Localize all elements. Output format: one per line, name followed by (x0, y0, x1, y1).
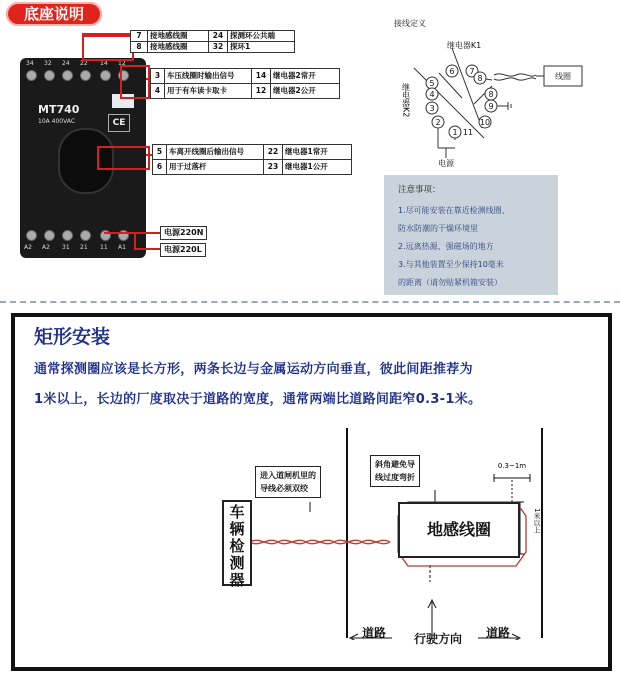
pin-label: 31 (62, 244, 70, 251)
pin-desc: 继电器2常开 (270, 69, 339, 83)
install-title: 矩形安装 (34, 326, 111, 348)
pin-label: A2 (24, 244, 32, 251)
screw-terminal (26, 70, 37, 81)
terminal-label: 11 (462, 128, 474, 137)
relay-k2-label: 继电器K2 (401, 83, 411, 118)
pin-label: 24 (62, 60, 70, 67)
section-divider (0, 301, 620, 303)
wiring-diagram (384, 28, 594, 170)
table-row (131, 31, 294, 41)
terminal-label: 2 (435, 118, 441, 127)
pin-number: 12 (251, 84, 270, 98)
pin-number: 7 (136, 31, 142, 40)
power-label: 电源 (438, 159, 454, 168)
relay-model: MT740 (38, 103, 80, 116)
pin-number: 14 (251, 69, 270, 83)
install-para-1: 通常探测圈应该是长方形，两条长边与金属运动方向垂直，彼此间距推荐为 (34, 362, 473, 377)
ce-mark: CE (108, 114, 130, 132)
vehicle-detector: 车辆检测器 (222, 500, 252, 586)
section-badge: 底座说明 (6, 2, 102, 26)
leader-line (134, 248, 160, 250)
wiring-title: 接线定义 (394, 19, 426, 28)
notes-box (384, 175, 558, 295)
note-line: 2.远离热源、强磁场的地方 (398, 242, 494, 251)
road-right-label: 道路 (486, 626, 511, 640)
pin-label: 22 (80, 60, 88, 67)
note-line: 1.尽可能安装在靠近检测线圈、 (398, 206, 510, 215)
pin-desc: 探测环公共端 (227, 31, 294, 41)
callout-line: 斜角避免导 (375, 460, 415, 469)
relay-rating: 10A 400VAC (38, 118, 76, 125)
screw-terminal (44, 70, 55, 81)
power-l-label: 电源220L (160, 243, 206, 257)
terminal-label: 10 (479, 118, 491, 127)
pin-label: 21 (80, 244, 88, 251)
pin-desc: 接地感线圈 (147, 42, 208, 52)
direction-label: 行驶方向 (414, 632, 463, 646)
screw-terminal (100, 70, 111, 81)
terminal-label: 4 (429, 90, 435, 99)
callout-line: 导线必须双绞 (260, 484, 308, 493)
pin-highlight (82, 35, 134, 61)
note-line: 3.与其他装置至少保持10毫米 (398, 260, 504, 269)
table-row (153, 145, 351, 159)
table-row (153, 159, 351, 174)
pin-number: 23 (263, 160, 282, 174)
pin-number: 22 (263, 145, 282, 159)
note-line: 防水防潮的干燥环境里 (398, 224, 478, 233)
pin-desc: 继电器1常开 (282, 145, 351, 159)
terminal-label: 3 (429, 104, 435, 113)
pin-desc: 车离开线圈后输出信号 (166, 145, 263, 159)
pin-table-top (130, 30, 295, 53)
screw-terminal (44, 230, 55, 241)
pin-desc: 继电器1公开 (282, 160, 351, 174)
pin-desc: 继电器2公开 (270, 84, 339, 98)
gap-label: 0.3~1m (497, 462, 527, 470)
pin-desc: 用于过落杆 (166, 160, 263, 174)
pin-number: 32 (208, 42, 227, 52)
pin-highlight (120, 65, 150, 99)
pin-desc: 车压线圈时输出信号 (164, 69, 251, 83)
pin-table-mid (150, 68, 340, 99)
pin-label: 12 (118, 60, 126, 67)
screw-terminal (26, 230, 37, 241)
pin-label: 11 (100, 244, 108, 251)
road-left-label: 道路 (362, 626, 387, 640)
pin-label: 14 (100, 60, 108, 67)
leader-line (104, 232, 134, 234)
pin-number: 6 (156, 162, 163, 171)
pin-highlight (97, 146, 150, 170)
install-para-2: 1米以上，长边的厂度取决于道路的宽度，通常两端比道路间距窄0.3-1米。 (34, 392, 482, 407)
relay-k1-label: 继电器K1 (446, 41, 482, 50)
note-line: 的距离（请勿贴紧机箱安装） (398, 278, 502, 287)
table-row (131, 41, 294, 52)
pin-label: 32 (44, 60, 52, 67)
pin-number: 24 (208, 31, 227, 41)
callout-line: 线过度弯折 (375, 473, 415, 482)
callout-line: 进入道闸机里的 (260, 471, 316, 480)
screw-terminal (62, 70, 73, 81)
pin-label: A1 (118, 244, 126, 251)
ground-loop: 地感线圈 (398, 502, 520, 558)
side-label: 1米以上 (533, 508, 541, 534)
table-row (151, 83, 339, 98)
terminal-label: 6 (449, 67, 455, 76)
pin-desc: 探环1 (227, 42, 294, 52)
power-n-label: 电源220N (160, 226, 207, 240)
leader-line (82, 33, 130, 35)
screw-terminal (80, 230, 91, 241)
terminal-label: 5 (429, 79, 435, 88)
pin-desc: 接地感线圈 (147, 31, 208, 41)
terminal-label: 8 (477, 74, 483, 83)
pin-number: 5 (156, 147, 163, 156)
pin-label: A2 (42, 244, 50, 251)
pin-table-low (152, 144, 352, 175)
screw-terminal (62, 230, 73, 241)
pin-desc: 用于有车读卡取卡 (164, 84, 251, 98)
table-row (151, 69, 339, 83)
coil-label: 线圈 (555, 72, 571, 81)
terminal-label: 1 (452, 128, 458, 137)
pin-number: 8 (136, 42, 142, 51)
pin-label: 34 (26, 60, 34, 67)
notes-title: 注意事项： (398, 185, 441, 195)
terminal-label: 8 (488, 90, 494, 99)
pin-number: 4 (154, 86, 161, 95)
leader-line (134, 232, 160, 234)
terminal-label: 7 (469, 67, 475, 76)
screw-terminal (80, 70, 91, 81)
terminal-label: 9 (488, 102, 494, 111)
pin-number: 3 (154, 71, 161, 80)
